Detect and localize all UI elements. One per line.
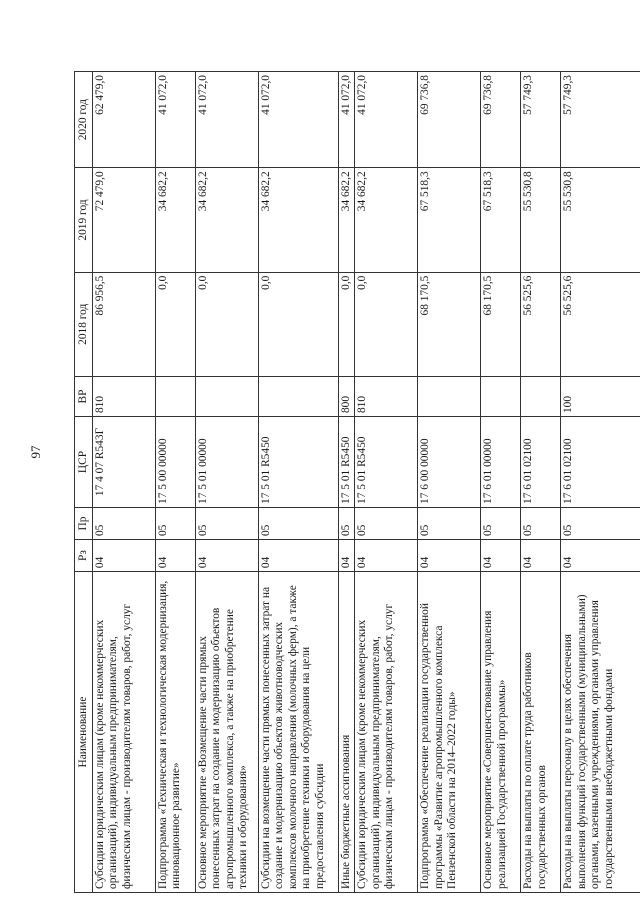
cell-rz: 04: [561, 540, 640, 572]
cell-pr: 05: [418, 507, 481, 539]
table-row: [339, 72, 355, 893]
cell-csr: 17 5 01 R5450: [339, 417, 355, 508]
cell-vr: [418, 376, 481, 416]
budget-table: [74, 71, 640, 893]
cell-2019: 55 530,8: [521, 168, 561, 272]
cell-pr: 05: [521, 507, 561, 539]
cell-name: Подпрограмма «Техническая и технологическая модернизация, инновационное развитие»: [156, 572, 196, 893]
cell-vr: 800: [339, 376, 355, 416]
cell-name: Субсидии юридическим лицам (кроме некоммерческих организаций), индивидуальным предпринимателям, физическим лицам - производителям товаров, работ, услуг: [93, 572, 156, 893]
cell-csr: 17 6 01 02100: [521, 417, 561, 508]
cell-pr: 05: [481, 507, 521, 539]
cell-pr: 05: [196, 507, 259, 539]
cell-rz: 04: [521, 540, 561, 572]
cell-csr: 17 6 01 00000: [481, 417, 521, 508]
cell-csr: 17 6 01 02100: [561, 417, 640, 508]
cell-csr: 17 5 01 00000: [196, 417, 259, 508]
header-csr: ЦСР: [75, 417, 93, 508]
cell-2019: 72 479,0: [93, 168, 156, 272]
cell-2019: 34 682,2: [156, 168, 196, 272]
cell-2019: 55 530,8: [561, 168, 640, 272]
cell-name: Основное мероприятие «Совершенствование управления реализацией Государственной программы»: [481, 572, 521, 893]
cell-vr: 810: [93, 376, 156, 416]
rotated-page-content: [74, 71, 640, 893]
cell-pr: 05: [561, 507, 640, 539]
cell-name: Субсидии юридическим лицам (кроме некоммерческих организаций), индивидуальным предпринимателям, физическим лицам - производителям товаров, работ, услуг: [355, 572, 418, 893]
cell-2018: 0,0: [259, 272, 339, 376]
cell-2020: 41 072,0: [355, 72, 418, 168]
cell-2019: 34 682,2: [355, 168, 418, 272]
cell-pr: 05: [156, 507, 196, 539]
cell-rz: 04: [355, 540, 418, 572]
cell-2019: 67 518,3: [481, 168, 521, 272]
cell-name: Субсидии на возмещение части прямых понесенных затрат на создание и модернизацию объектов животноводческих комплексов молочного направления (молочных ферм), а также на приобретение техники и оборудования на цели предоставления субсидии: [259, 572, 339, 893]
cell-rz: 04: [339, 540, 355, 572]
cell-csr: 17 6 00 00000: [418, 417, 481, 508]
cell-vr: [481, 376, 521, 416]
cell-2019: 34 682,2: [196, 168, 259, 272]
header-2020: 2020 год: [75, 72, 93, 168]
cell-2019: 34 682,2: [339, 168, 355, 272]
header-pr: Пр: [75, 507, 93, 539]
cell-2020: 41 072,0: [196, 72, 259, 168]
cell-vr: [521, 376, 561, 416]
table-row: [259, 72, 339, 893]
cell-pr: 05: [355, 507, 418, 539]
cell-2020: 57 749,3: [561, 72, 640, 168]
cell-2020: 69 736,8: [418, 72, 481, 168]
cell-2018: 0,0: [355, 272, 418, 376]
cell-rz: 04: [93, 540, 156, 572]
cell-2019: 34 682,2: [259, 168, 339, 272]
table-row: [355, 72, 418, 893]
cell-pr: 05: [259, 507, 339, 539]
cell-vr: 100: [561, 376, 640, 416]
table-row: [196, 72, 259, 893]
cell-vr: [156, 376, 196, 416]
table-row: [156, 72, 196, 893]
cell-name: Иные бюджетные ассигнования: [339, 572, 355, 893]
cell-pr: 05: [93, 507, 156, 539]
header-rz: Рз: [75, 540, 93, 572]
cell-2020: 69 736,8: [481, 72, 521, 168]
cell-csr: 17 5 01 R5450: [355, 417, 418, 508]
table-row: [561, 72, 640, 893]
table-body: [93, 72, 640, 893]
table-row: [481, 72, 521, 893]
cell-name: Расходы на выплаты персоналу в целях обеспечения выполнения функций государственными (муниципальными) органами, казенными учреждениями, органами управления государственными внебюджетными фондами: [561, 572, 640, 893]
page-number: 97: [28, 445, 43, 459]
cell-2018: 56 525,6: [521, 272, 561, 376]
cell-2018: 86 956,5: [93, 272, 156, 376]
cell-2018: 0,0: [156, 272, 196, 376]
cell-2020: 41 072,0: [259, 72, 339, 168]
cell-vr: 810: [355, 376, 418, 416]
header-2019: 2019 год: [75, 168, 93, 272]
cell-name: Основное мероприятие «Возмещение части прямых понесенных затрат на создание и модернизацию объектов агропромышленного комплекса, а также на приобретение техники и оборудования»: [196, 572, 259, 893]
cell-rz: 04: [196, 540, 259, 572]
cell-name: Расходы на выплаты по оплате труда работников государственных органов: [521, 572, 561, 893]
cell-vr: [196, 376, 259, 416]
cell-2018: 0,0: [196, 272, 259, 376]
cell-rz: 04: [481, 540, 521, 572]
cell-rz: 04: [418, 540, 481, 572]
table-header-row: [75, 72, 93, 893]
header-2018: 2018 год: [75, 272, 93, 376]
table-row: [521, 72, 561, 893]
cell-2018: 0,0: [339, 272, 355, 376]
cell-rz: 04: [259, 540, 339, 572]
table-row: [93, 72, 156, 893]
header-vr: ВР: [75, 376, 93, 416]
cell-pr: 05: [339, 507, 355, 539]
cell-2020: 62 479,0: [93, 72, 156, 168]
header-name: Наименование: [75, 572, 93, 893]
cell-2020: 57 749,3: [521, 72, 561, 168]
cell-2020: 41 072,0: [156, 72, 196, 168]
table-row: [418, 72, 481, 893]
cell-rz: 04: [156, 540, 196, 572]
cell-csr: 17 4 07 R543Г: [93, 417, 156, 508]
cell-2018: 56 525,6: [561, 272, 640, 376]
cell-name: Подпрограмма «Обеспечение реализации государственной программы «Развитие агропромышленного комплекса Пензенской области на 2014–2022 годы»: [418, 572, 481, 893]
cell-csr: 17 5 00 00000: [156, 417, 196, 508]
cell-2018: 68 170,5: [418, 272, 481, 376]
cell-2020: 41 072,0: [339, 72, 355, 168]
cell-vr: [259, 376, 339, 416]
cell-2019: 67 518,3: [418, 168, 481, 272]
cell-csr: 17 5 01 R5450: [259, 417, 339, 508]
cell-2018: 68 170,5: [481, 272, 521, 376]
